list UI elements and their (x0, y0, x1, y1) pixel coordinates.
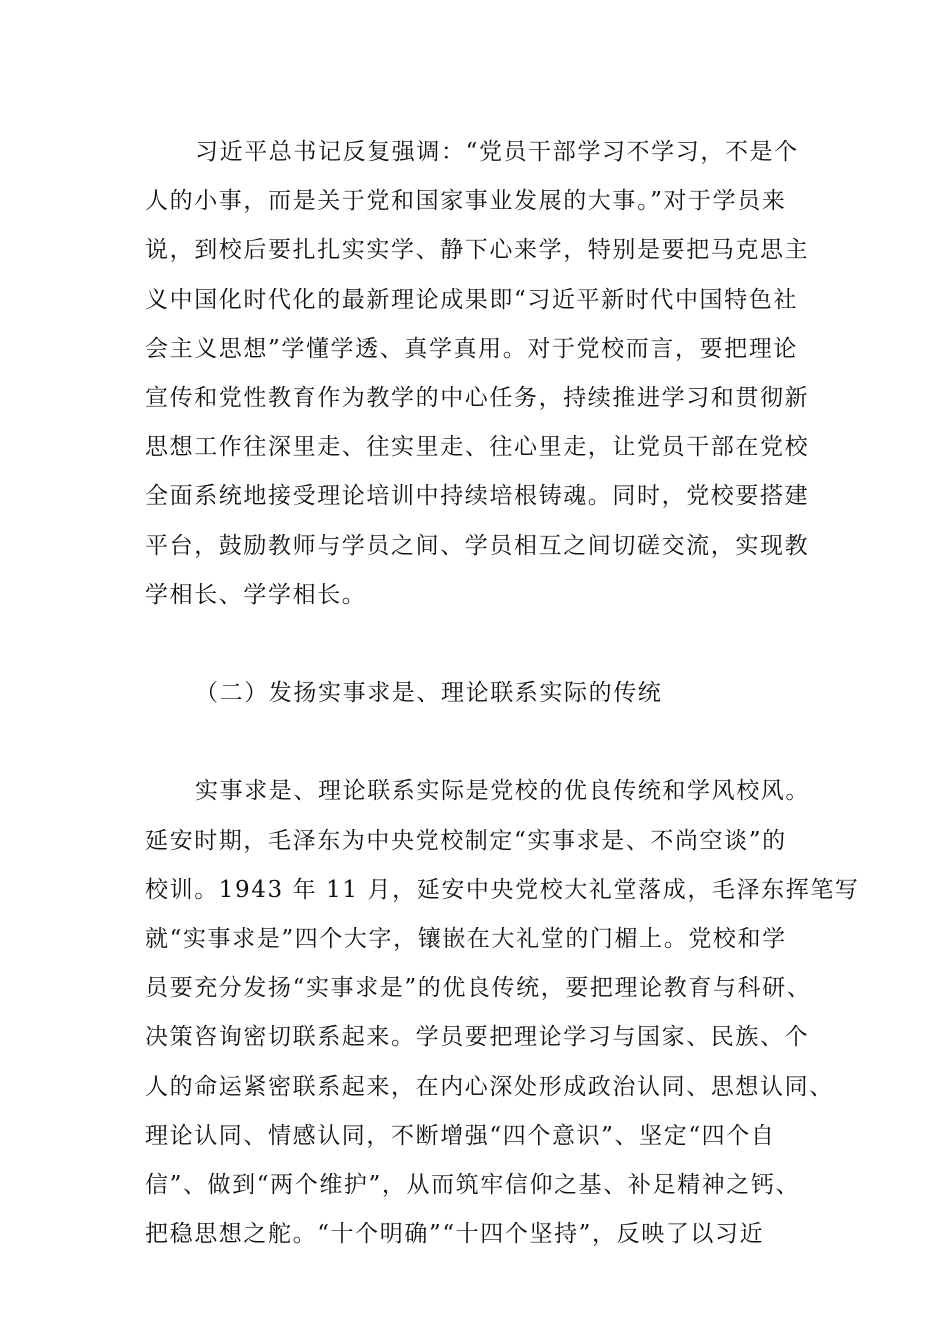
paragraph-line: 义中国化时代化的最新理论成果即“习近平新时代中国特色社 (145, 286, 798, 313)
paragraph-line: 信”、做到“两个维护”，从而筑牢信仰之基、补足精神之钙、 (145, 1171, 801, 1198)
paragraph-line: 决策咨询密切联系起来。学员要把理论学习与国家、民族、个 (145, 1024, 810, 1051)
paragraph-line: 会主义思想”学懂学透、真学真用。对于党校而言，要把理论 (145, 335, 798, 362)
document-body (145, 128, 860, 1259)
paragraph-line: 校训。1943 年 11 月，延安中央党校大礼堂落成，毛泽东挥笔写 (145, 876, 860, 903)
paragraph-line: 实事求是、理论联系实际是党校的优良传统和学风校风。 (195, 778, 810, 805)
spacer (145, 718, 805, 767)
paragraph-line: 宣传和党性教育作为教学的中心任务，持续推进学习和贯彻新 (145, 384, 810, 411)
section-heading: （二）发扬实事求是、理论联系实际的传统 (195, 680, 663, 707)
paragraph-line: 就“实事求是”四个大字，镶嵌在大礼堂的门楣上。党校和学 (145, 926, 787, 952)
spacer (145, 620, 805, 669)
paragraph-line: 理论认同、情感认同，不断增强“四个意识”、坚定“四个自 (145, 1122, 776, 1149)
paragraph-1 (145, 128, 810, 620)
paragraph-line: 思想工作往深里走、往实里走、往心里走，让党员干部在党校 (145, 434, 810, 461)
paragraph-line: 说，到校后要扎扎实实学、静下心来学，特别是要把马克思主 (145, 237, 810, 264)
paragraph-line: 习近平总书记反复强调：“党员干部学习不学习，不是个 (195, 139, 799, 165)
paragraph-line: 平台，鼓励教师与学员之间、学员相互之间切磋交流，实现教 (145, 532, 810, 559)
paragraph-line: 延安时期，毛泽东为中央党校制定“实事求是、不尚空谈”的 (145, 827, 787, 854)
paragraph-line: 人的命运紧密联系起来，在内心深处形成政治认同、思想认同、 (145, 1073, 834, 1100)
paragraph-line: 学相长、学学相长。 (145, 581, 367, 608)
paragraph-2 (145, 767, 860, 1259)
paragraph-line: 员要充分发扬“实事求是”的优良传统，要把理论教育与科研、 (145, 975, 812, 1002)
paragraph-line: 全面系统地接受理论培训中持续培根铸魂。同时，党校要搭建 (145, 483, 810, 510)
paragraph-line: 把稳思想之舵。“十个明确”“十四个坚持”，反映了以习近 (145, 1221, 765, 1248)
paragraph-line: 人的小事，而是关于党和国家事业发展的大事。”对于学员来 (145, 188, 787, 215)
